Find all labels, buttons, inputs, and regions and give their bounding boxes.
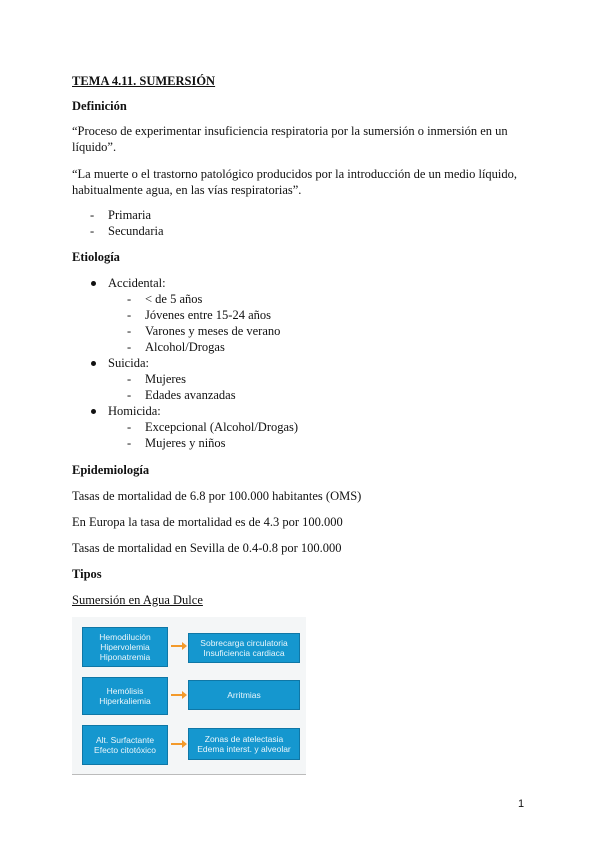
dash-marker: - <box>127 340 132 354</box>
definition-paragraph-2-line-1: “La muerte o el trastorno patológico producidos por la introducción de un medio líquido, <box>72 167 518 181</box>
dash-marker: - <box>127 292 132 306</box>
arrow-right-icon <box>171 694 183 696</box>
definition-paragraph-2-line-2: habitualmente agua, en las vías respiratorias”. <box>72 183 302 197</box>
page-number: 1 <box>518 798 525 810</box>
definition-paragraph-1-line-1: “Proceso de experimentar insuficiencia respiratoria por la sumersión o inmersión en un <box>72 124 508 138</box>
heading-epidemiologia: Epidemiología <box>72 463 150 477</box>
heading-definicion: Definición <box>72 99 127 113</box>
dash-marker: - <box>127 372 132 386</box>
epidemiology-line: Tasas de mortalidad de 6.8 por 100.000 habitantes (OMS) <box>72 489 362 503</box>
list-item: Alcohol/Drogas <box>145 340 225 354</box>
page-title: TEMA 4.11. SUMERSIÓN <box>72 74 216 88</box>
effect-box-atelectasis <box>188 728 300 760</box>
box-line: Efecto citotóxico <box>94 745 156 755</box>
definition-paragraph-1-line-2: líquido”. <box>72 140 117 154</box>
list-item: Jóvenes entre 15-24 años <box>145 308 272 322</box>
box-line: Edema interst. y alveolar <box>197 744 291 754</box>
bullet-icon <box>91 361 96 366</box>
box-line: Alt. Surfactante <box>95 735 155 745</box>
cause-box-hemodilution <box>82 627 168 667</box>
epidemiology-line: Tasas de mortalidad en Sevilla de 0.4-0.8 por 100.000 <box>72 541 342 555</box>
effect-box-circulatory-overload <box>188 633 300 663</box>
etiology-accidental-label: Accidental: <box>108 276 166 290</box>
box-line: Sobrecarga circulatoria <box>200 638 288 648</box>
bullet-icon <box>91 409 96 414</box>
list-item: Edades avanzadas <box>145 388 236 402</box>
box-line: Hiponatremia <box>99 652 151 662</box>
dash-marker: - <box>90 224 95 238</box>
box-line: Hemólisis <box>106 686 144 696</box>
arrow-right-icon <box>171 645 183 647</box>
dash-marker: - <box>90 208 95 222</box>
heading-tipos: Tipos <box>72 567 102 581</box>
list-item: < de 5 años <box>145 292 203 306</box>
heading-etiologia: Etiología <box>72 250 120 264</box>
list-item-secundaria: Secundaria <box>108 224 164 238</box>
etiology-suicida-label: Suicida: <box>108 356 149 370</box>
etiology-homicida-label: Homicida: <box>108 404 161 418</box>
box-line: Hiperkaliemia <box>99 696 151 706</box>
bullet-icon <box>91 281 96 286</box>
box-line: Insuficiencia cardiaca <box>203 648 285 658</box>
list-item: Mujeres <box>145 372 186 386</box>
freshwater-pathophysiology-figure <box>72 617 306 775</box>
arrow-right-icon <box>171 743 183 745</box>
box-line: Arritmias <box>227 690 261 700</box>
list-item: Mujeres y niños <box>145 436 226 450</box>
dash-marker: - <box>127 388 132 402</box>
cause-box-surfactant <box>82 725 168 765</box>
epidemiology-line: En Europa la tasa de mortalidad es de 4.3 por 100.000 <box>72 515 343 529</box>
dash-marker: - <box>127 324 132 338</box>
box-line: Hemodilución <box>99 632 151 642</box>
dash-marker: - <box>127 308 132 322</box>
box-line: Hipervolemia <box>100 642 150 652</box>
cause-box-hemolysis <box>82 677 168 715</box>
subheading-agua-dulce: Sumersión en Agua Dulce <box>72 593 203 607</box>
effect-box-arrhythmias <box>188 680 300 710</box>
list-item: Excepcional (Alcohol/Drogas) <box>145 420 299 434</box>
list-item: Varones y meses de verano <box>145 324 281 338</box>
list-item-primaria: Primaria <box>108 208 152 222</box>
dash-marker: - <box>127 420 132 434</box>
box-line: Zonas de atelectasia <box>204 734 284 744</box>
dash-marker: - <box>127 436 132 450</box>
